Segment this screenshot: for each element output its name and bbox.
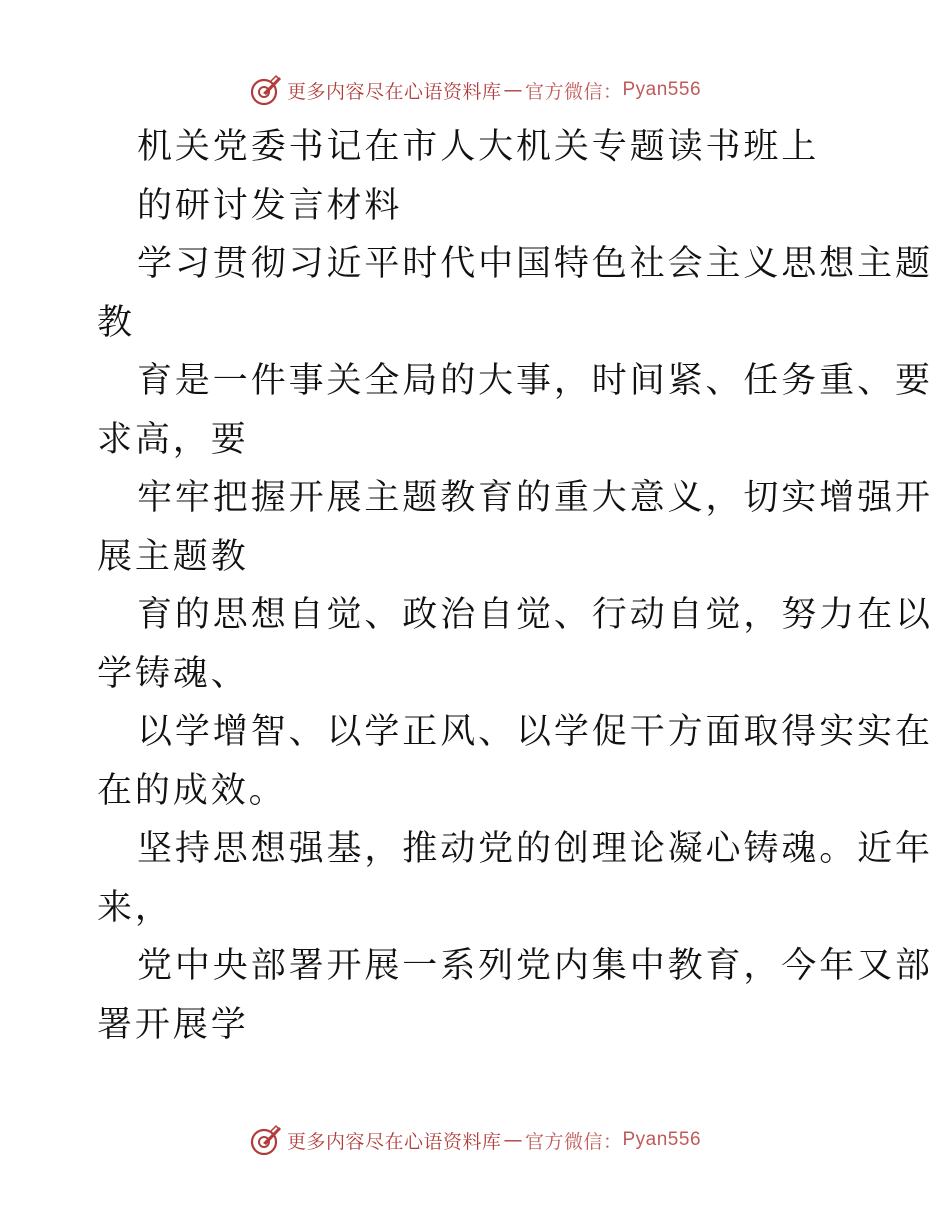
body-line: 学习贯彻习近平时代中国特色社会主义思想主题 [137, 244, 933, 284]
body-line: 学铸魂、 [97, 653, 249, 694]
body-line: 署开展学 [97, 1004, 249, 1045]
header-watermark [0, 70, 950, 110]
title-line-1: 机关党委书记在市人大机关专题读书班上 [137, 127, 820, 167]
body-line: 来， [97, 887, 173, 928]
body-line: 教 [97, 302, 135, 343]
watermark-separator: — [503, 79, 523, 101]
body-line: 展主题教 [97, 536, 249, 577]
body-line: 育的思想自觉、政治自觉、行动自觉，努力在以 [137, 595, 933, 635]
watermark-label: 官方微信： [524, 80, 623, 103]
body-line: 党中央部署开展一系列党内集中教育，今年又部 [137, 946, 933, 986]
document-body [97, 118, 933, 1054]
body-line: 牢牢把握开展主题教育的重大意义，切实增强开 [137, 478, 933, 518]
body-line: 求高，要 [97, 419, 249, 460]
watermark-site-text: 更多内容尽在心语资料库 [286, 80, 502, 103]
body-line: 在的成效。 [97, 770, 287, 811]
title-line-2: 的研讨发言材料 [137, 185, 403, 226]
watermark-label: 官方微信： [524, 1130, 623, 1153]
body-line: 育是一件事关全局的大事，时间紧、任务重、要 [137, 361, 933, 401]
watermark-separator: — [503, 1129, 523, 1151]
quill-logo-icon [249, 1123, 283, 1157]
body-line: 以学增智、以学正风、以学促干方面取得实实在 [137, 712, 933, 752]
watermark-wechat-id: Pyan556 [622, 1129, 702, 1150]
footer-watermark [0, 1120, 950, 1160]
watermark-wechat-id: Pyan556 [622, 79, 702, 100]
body-line: 坚持思想强基，推动党的创理论凝心铸魂。近年 [137, 829, 933, 869]
watermark-site-text: 更多内容尽在心语资料库 [286, 1130, 502, 1153]
quill-logo-icon [249, 73, 283, 107]
